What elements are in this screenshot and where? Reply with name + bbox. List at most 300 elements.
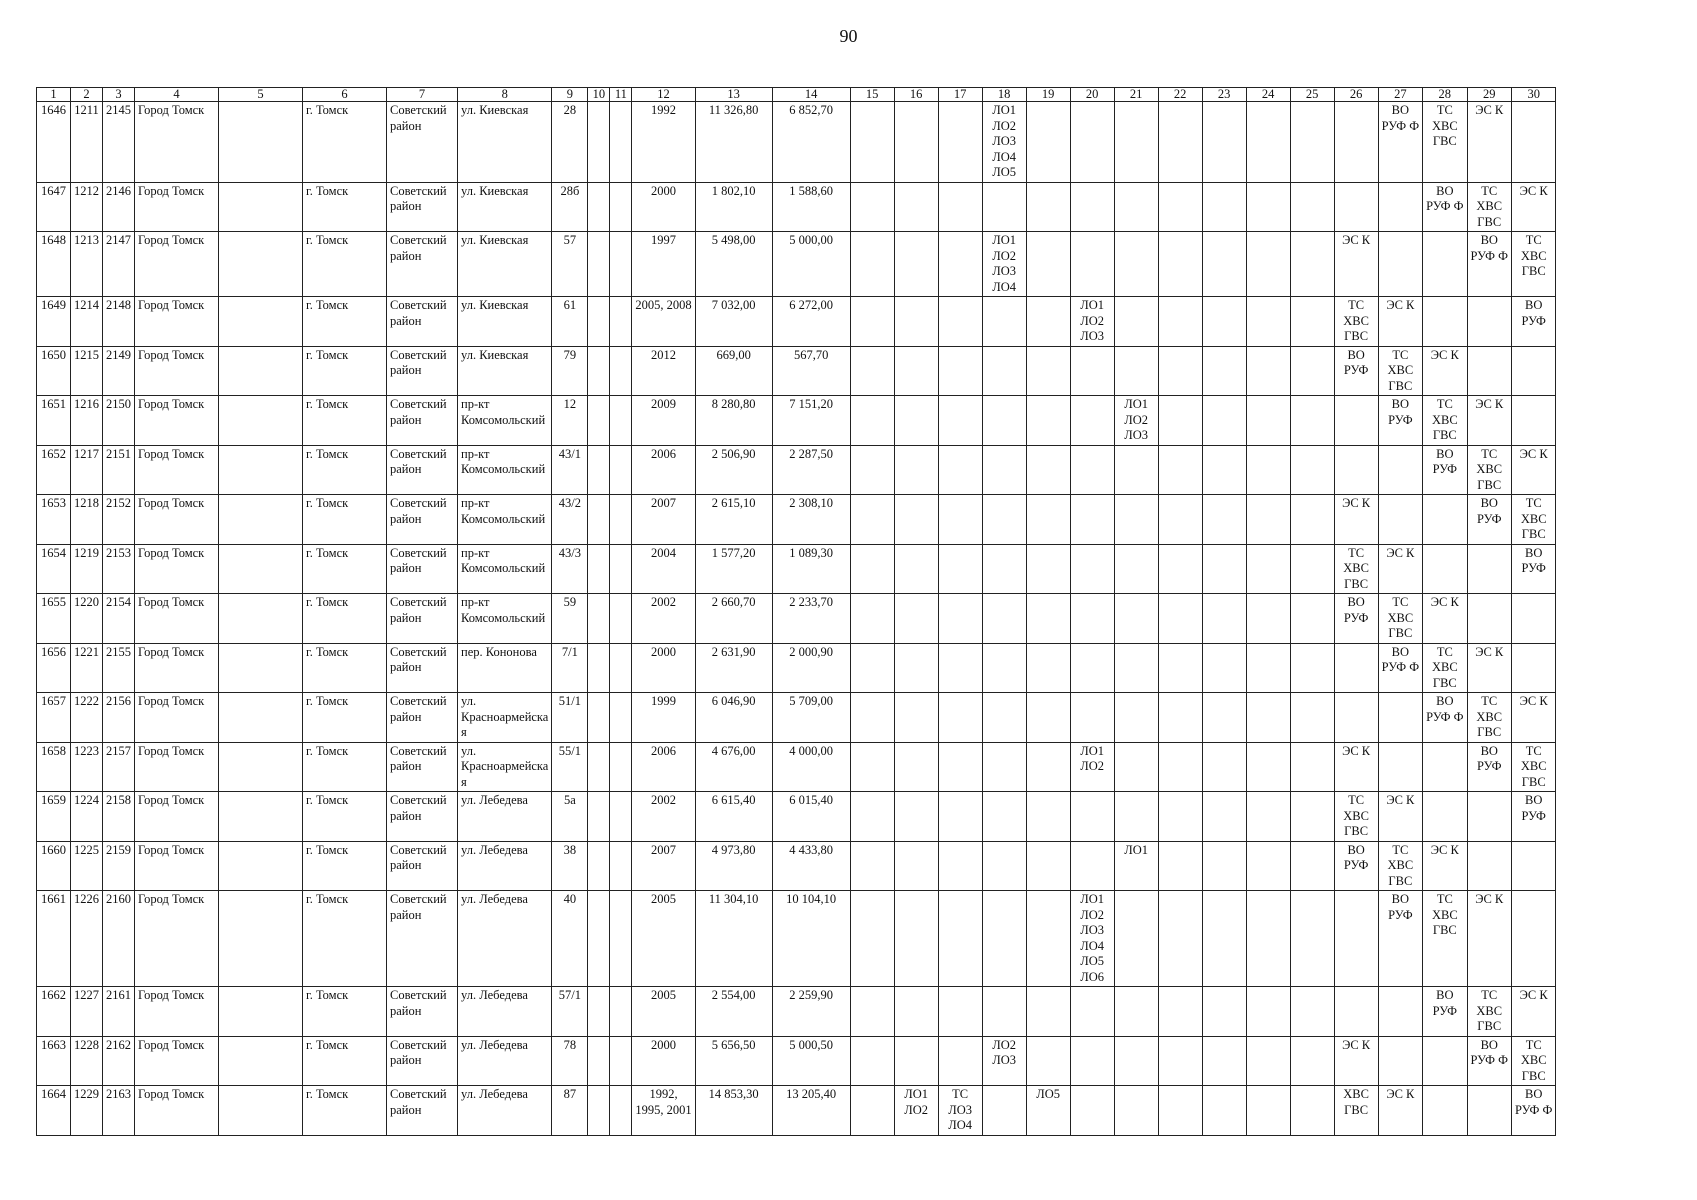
table-cell-col-4: Город Томск bbox=[135, 396, 219, 446]
cell-line: Советский bbox=[390, 446, 447, 461]
table-row bbox=[37, 742, 1556, 792]
cell-line: ГВС bbox=[1388, 626, 1413, 640]
table-cell-col-23 bbox=[1202, 693, 1246, 743]
cell-line: Советский bbox=[390, 103, 447, 117]
cell-line: РУФ Ф bbox=[1381, 660, 1420, 674]
table-cell-col-7 bbox=[387, 987, 458, 1037]
table-cell-col-23 bbox=[1202, 742, 1246, 792]
table-cell-col-30 bbox=[1511, 987, 1555, 1037]
table-cell-col-11 bbox=[610, 1086, 632, 1136]
cell-line: ВО bbox=[1480, 743, 1498, 758]
table-cell-col-16 bbox=[894, 891, 938, 987]
table-cell-col-3: 2156 bbox=[103, 693, 135, 743]
table-cell-col-6: г. Томск bbox=[303, 594, 387, 644]
table-cell-col-2: 1221 bbox=[71, 643, 103, 693]
table-row bbox=[37, 495, 1556, 545]
table-cell-col-22 bbox=[1158, 742, 1202, 792]
cell-line: Советский bbox=[390, 793, 447, 807]
cell-line: район bbox=[390, 1053, 422, 1067]
table-cell-col-25 bbox=[1290, 792, 1334, 842]
table-cell-col-8 bbox=[458, 182, 552, 232]
cell-line: ЭС К bbox=[1519, 988, 1548, 1002]
table-cell-col-25 bbox=[1290, 495, 1334, 545]
table-cell-col-17 bbox=[938, 693, 982, 743]
table-cell-col-29 bbox=[1467, 792, 1511, 842]
cell-line: 1997 bbox=[651, 233, 676, 247]
table-cell-col-6: г. Томск bbox=[303, 1036, 387, 1086]
table-cell-col-19 bbox=[1026, 445, 1070, 495]
table-cell-col-29 bbox=[1467, 445, 1511, 495]
cell-line: я bbox=[461, 774, 467, 789]
cell-line: 2005 bbox=[651, 988, 676, 1002]
table-cell-col-30 bbox=[1511, 1086, 1555, 1136]
table-cell-col-23 bbox=[1202, 346, 1246, 396]
table-cell-col-4: Город Томск bbox=[135, 891, 219, 987]
table-cell-col-20 bbox=[1070, 643, 1114, 693]
cell-line: 2002 bbox=[651, 595, 676, 609]
table-cell-col-27 bbox=[1378, 1036, 1422, 1086]
table-cell-col-22 bbox=[1158, 445, 1202, 495]
cell-line: ЭС К bbox=[1386, 793, 1415, 807]
table-cell-col-13: 6 615,40 bbox=[695, 792, 772, 842]
table-cell-col-10 bbox=[588, 297, 610, 347]
table-cell-col-1: 1647 bbox=[37, 182, 71, 232]
table-cell-col-2: 1217 bbox=[71, 445, 103, 495]
table-cell-col-14: 6 852,70 bbox=[772, 102, 850, 183]
table-cell-col-24 bbox=[1246, 742, 1290, 792]
table-cell-col-5 bbox=[219, 182, 303, 232]
cell-line: я bbox=[461, 725, 467, 739]
table-cell-col-4: Город Томск bbox=[135, 495, 219, 545]
cell-line: ТС bbox=[1481, 988, 1498, 1002]
table-cell-col-18 bbox=[982, 643, 1026, 693]
table-cell-col-15 bbox=[850, 891, 894, 987]
cell-line: РУФ bbox=[1343, 610, 1369, 625]
table-cell-col-19 bbox=[1026, 396, 1070, 446]
table-cell-col-15 bbox=[850, 445, 894, 495]
table-cell-col-18 bbox=[982, 841, 1026, 891]
table-cell-col-21 bbox=[1114, 891, 1158, 987]
table-cell-col-8 bbox=[458, 544, 552, 594]
table-cell-col-9: 43/3 bbox=[552, 544, 588, 594]
table-cell-col-13: 11 304,10 bbox=[695, 891, 772, 987]
table-cell-col-6: г. Томск bbox=[303, 693, 387, 743]
table-cell-col-22 bbox=[1158, 232, 1202, 297]
cell-line: Советский bbox=[390, 842, 447, 857]
column-header-21: 21 bbox=[1114, 88, 1158, 102]
table-cell-col-15 bbox=[850, 544, 894, 594]
table-cell-col-30 bbox=[1511, 544, 1555, 594]
cell-line: РУФ Ф bbox=[1426, 709, 1464, 724]
table-cell-col-9: 28 bbox=[552, 102, 588, 183]
table-cell-col-10 bbox=[588, 742, 610, 792]
table-cell-col-8 bbox=[458, 891, 552, 987]
table-cell-col-23 bbox=[1202, 102, 1246, 183]
table-cell-col-7 bbox=[387, 742, 458, 792]
table-cell-col-7 bbox=[387, 594, 458, 644]
cell-line: ГВС bbox=[1388, 378, 1413, 393]
cell-line: Советский bbox=[390, 1087, 447, 1101]
table-cell-col-24 bbox=[1246, 346, 1290, 396]
cell-line: ТС bbox=[1392, 842, 1409, 857]
table-cell-col-3: 2151 bbox=[103, 445, 135, 495]
table-cell-col-24 bbox=[1246, 297, 1290, 347]
table-cell-col-1: 1661 bbox=[37, 891, 71, 987]
table-cell-col-20 bbox=[1070, 841, 1114, 891]
table-cell-col-4: Город Томск bbox=[135, 346, 219, 396]
table-cell-col-22 bbox=[1158, 643, 1202, 693]
table-cell-col-15 bbox=[850, 987, 894, 1037]
table-cell-col-16 bbox=[894, 594, 938, 644]
cell-line: Советский bbox=[390, 988, 447, 1002]
table-cell-col-25 bbox=[1290, 445, 1334, 495]
column-header-5: 5 bbox=[219, 88, 303, 102]
cell-line: ХВС bbox=[1520, 759, 1547, 773]
table-cell-col-30 bbox=[1511, 693, 1555, 743]
column-header-10: 10 bbox=[588, 88, 610, 102]
table-cell-col-20 bbox=[1070, 544, 1114, 594]
table-cell-col-19 bbox=[1026, 1036, 1070, 1086]
table-cell-col-28 bbox=[1423, 1086, 1467, 1136]
table-cell-col-4: Город Томск bbox=[135, 987, 219, 1037]
cell-line: ул. Лебедева bbox=[461, 793, 528, 807]
table-cell-col-26 bbox=[1334, 346, 1378, 396]
table-row bbox=[37, 891, 1556, 987]
table-cell-col-19 bbox=[1026, 544, 1070, 594]
table-cell-col-30 bbox=[1511, 643, 1555, 693]
table-cell-col-27 bbox=[1378, 346, 1422, 396]
table-cell-col-19 bbox=[1026, 987, 1070, 1037]
cell-line: ЛО5 bbox=[1036, 1087, 1060, 1101]
table-cell-col-9: 12 bbox=[552, 396, 588, 446]
table-cell-col-26 bbox=[1334, 742, 1378, 792]
table-cell-col-10 bbox=[588, 182, 610, 232]
table-cell-col-8 bbox=[458, 297, 552, 347]
table-cell-col-16 bbox=[894, 102, 938, 183]
table-cell-col-11 bbox=[610, 544, 632, 594]
table-cell-col-13: 2 631,90 bbox=[695, 643, 772, 693]
table-cell-col-13: 2 660,70 bbox=[695, 594, 772, 644]
table-cell-col-1: 1646 bbox=[37, 102, 71, 183]
table-cell-col-14: 2 308,10 bbox=[772, 495, 850, 545]
table-cell-col-11 bbox=[610, 594, 632, 644]
table-cell-col-11 bbox=[610, 297, 632, 347]
table-cell-col-14: 6 015,40 bbox=[772, 792, 850, 842]
table-cell-col-30 bbox=[1511, 742, 1555, 792]
table-cell-col-6: г. Томск bbox=[303, 396, 387, 446]
cell-line: 2000 bbox=[651, 1037, 676, 1052]
cell-line: РУФ bbox=[1432, 1003, 1458, 1018]
cell-line: ГВС bbox=[1477, 725, 1502, 739]
column-header-2: 2 bbox=[71, 88, 103, 102]
table-cell-col-8 bbox=[458, 1036, 552, 1086]
table-cell-col-22 bbox=[1158, 1036, 1202, 1086]
cell-line: ул. Лебедева bbox=[461, 1037, 528, 1052]
table-cell-col-19 bbox=[1026, 297, 1070, 347]
cell-line: ЭС К bbox=[1342, 1037, 1371, 1052]
table-cell-col-1: 1649 bbox=[37, 297, 71, 347]
table-cell-col-21 bbox=[1114, 232, 1158, 297]
table-cell-col-23 bbox=[1202, 297, 1246, 347]
cell-line: ТС bbox=[1348, 298, 1365, 312]
table-row bbox=[37, 102, 1556, 183]
table-cell-col-5 bbox=[219, 544, 303, 594]
table-cell-col-30 bbox=[1511, 1036, 1555, 1086]
table-cell-col-25 bbox=[1290, 1036, 1334, 1086]
table-cell-col-11 bbox=[610, 742, 632, 792]
table-cell-col-14: 2 259,90 bbox=[772, 987, 850, 1037]
cell-line: ЛО1 bbox=[1124, 842, 1148, 857]
table-cell-col-5 bbox=[219, 841, 303, 891]
housing-registry-table bbox=[36, 87, 1556, 1136]
cell-line: пр-кт bbox=[461, 545, 490, 560]
table-cell-col-25 bbox=[1290, 643, 1334, 693]
table-cell-col-22 bbox=[1158, 792, 1202, 842]
cell-line: ЭС К bbox=[1519, 694, 1548, 708]
table-cell-col-30 bbox=[1511, 792, 1555, 842]
table-cell-col-30 bbox=[1511, 396, 1555, 446]
table-cell-col-23 bbox=[1202, 643, 1246, 693]
table-cell-col-11 bbox=[610, 495, 632, 545]
table-cell-col-25 bbox=[1290, 594, 1334, 644]
table-cell-col-23 bbox=[1202, 594, 1246, 644]
column-number-header-row bbox=[37, 88, 1556, 102]
table-cell-col-2: 1213 bbox=[71, 232, 103, 297]
table-cell-col-27 bbox=[1378, 297, 1422, 347]
table-cell-col-17 bbox=[938, 987, 982, 1037]
table-cell-col-25 bbox=[1290, 841, 1334, 891]
table-cell-col-27 bbox=[1378, 102, 1422, 183]
table-cell-col-1: 1654 bbox=[37, 544, 71, 594]
table-cell-col-29 bbox=[1467, 102, 1511, 183]
table-cell-col-24 bbox=[1246, 396, 1290, 446]
table-cell-col-22 bbox=[1158, 346, 1202, 396]
table-cell-col-17 bbox=[938, 346, 982, 396]
table-cell-col-2: 1227 bbox=[71, 987, 103, 1037]
cell-line: район bbox=[390, 199, 422, 213]
table-cell-col-18 bbox=[982, 544, 1026, 594]
table-cell-col-26 bbox=[1334, 1086, 1378, 1136]
table-cell-col-3: 2145 bbox=[103, 102, 135, 183]
cell-line: ТС bbox=[1481, 183, 1498, 198]
cell-line: ХВС bbox=[1520, 511, 1547, 526]
table-cell-col-9: 43/2 bbox=[552, 495, 588, 545]
cell-line: Советский bbox=[390, 233, 447, 247]
column-header-30: 30 bbox=[1511, 88, 1555, 102]
table-cell-col-27 bbox=[1378, 396, 1422, 446]
table-cell-col-5 bbox=[219, 792, 303, 842]
table-cell-col-21 bbox=[1114, 495, 1158, 545]
cell-line: ЭС К bbox=[1386, 1087, 1415, 1101]
cell-line: ТС bbox=[1348, 545, 1365, 560]
table-cell-col-1: 1660 bbox=[37, 841, 71, 891]
table-cell-col-26 bbox=[1334, 987, 1378, 1037]
table-cell-col-13: 1 802,10 bbox=[695, 182, 772, 232]
table-cell-col-6: г. Томск bbox=[303, 102, 387, 183]
table-cell-col-10 bbox=[588, 232, 610, 297]
table-cell-col-6: г. Томск bbox=[303, 841, 387, 891]
table-cell-col-14: 7 151,20 bbox=[772, 396, 850, 446]
table-cell-col-9: 7/1 bbox=[552, 643, 588, 693]
table-cell-col-12 bbox=[632, 792, 695, 842]
table-cell-col-21 bbox=[1114, 594, 1158, 644]
table-cell-col-1: 1651 bbox=[37, 396, 71, 446]
table-cell-col-27 bbox=[1378, 643, 1422, 693]
table-cell-col-13: 2 506,90 bbox=[695, 445, 772, 495]
table-cell-col-28 bbox=[1423, 1036, 1467, 1086]
table-cell-col-27 bbox=[1378, 445, 1422, 495]
table-cell-col-15 bbox=[850, 792, 894, 842]
table-cell-col-25 bbox=[1290, 693, 1334, 743]
table-cell-col-17 bbox=[938, 594, 982, 644]
cell-line: ТС bbox=[1525, 233, 1542, 247]
table-cell-col-21 bbox=[1114, 297, 1158, 347]
table-cell-col-2: 1224 bbox=[71, 792, 103, 842]
table-cell-col-21 bbox=[1114, 643, 1158, 693]
table-cell-col-20 bbox=[1070, 1036, 1114, 1086]
table-cell-col-6: г. Томск bbox=[303, 445, 387, 495]
table-cell-col-25 bbox=[1290, 297, 1334, 347]
table-cell-col-21 bbox=[1114, 693, 1158, 743]
cell-line: 2006 bbox=[651, 446, 676, 461]
table-cell-col-1: 1652 bbox=[37, 445, 71, 495]
table-cell-col-13: 14 853,30 bbox=[695, 1086, 772, 1136]
table-cell-col-29 bbox=[1467, 346, 1511, 396]
table-cell-col-7 bbox=[387, 346, 458, 396]
table-cell-col-26 bbox=[1334, 544, 1378, 594]
table-cell-col-3: 2146 bbox=[103, 182, 135, 232]
cell-line: ГВС bbox=[1432, 428, 1457, 442]
cell-line: ЛО3 bbox=[1080, 923, 1104, 937]
table-cell-col-18 bbox=[982, 1036, 1026, 1086]
table-cell-col-26 bbox=[1334, 792, 1378, 842]
table-cell-col-14: 4 000,00 bbox=[772, 742, 850, 792]
table-cell-col-14: 567,70 bbox=[772, 346, 850, 396]
table-cell-col-28 bbox=[1423, 495, 1467, 545]
table-cell-col-21 bbox=[1114, 792, 1158, 842]
table-cell-col-2: 1212 bbox=[71, 182, 103, 232]
table-cell-col-27 bbox=[1378, 182, 1422, 232]
table-cell-col-21 bbox=[1114, 544, 1158, 594]
cell-line: ул. Киевская bbox=[461, 298, 529, 312]
cell-line: Советский bbox=[390, 743, 447, 758]
cell-line: ЭС К bbox=[1430, 595, 1459, 609]
cell-line: Советский bbox=[390, 644, 447, 659]
table-cell-col-6: г. Томск bbox=[303, 792, 387, 842]
table-cell-col-5 bbox=[219, 495, 303, 545]
table-cell-col-26 bbox=[1334, 1036, 1378, 1086]
table-cell-col-3: 2147 bbox=[103, 232, 135, 297]
table-cell-col-29 bbox=[1467, 544, 1511, 594]
column-header-20: 20 bbox=[1070, 88, 1114, 102]
table-cell-col-22 bbox=[1158, 693, 1202, 743]
cell-line: 2000 bbox=[651, 644, 676, 659]
cell-line: ХВС bbox=[1520, 248, 1547, 263]
table-cell-col-22 bbox=[1158, 594, 1202, 644]
table-cell-col-30 bbox=[1511, 102, 1555, 183]
table-cell-col-12 bbox=[632, 643, 695, 693]
table-cell-col-17 bbox=[938, 1036, 982, 1086]
cell-line: 1999 bbox=[651, 694, 676, 708]
page-number: 90 bbox=[839, 26, 858, 46]
table-cell-col-15 bbox=[850, 346, 894, 396]
table-cell-col-15 bbox=[850, 594, 894, 644]
table-cell-col-3: 2149 bbox=[103, 346, 135, 396]
cell-line: ХВС bbox=[1343, 313, 1369, 328]
table-cell-col-14: 1 089,30 bbox=[772, 544, 850, 594]
table-cell-col-15 bbox=[850, 495, 894, 545]
table-cell-col-24 bbox=[1246, 693, 1290, 743]
cell-line: Советский bbox=[390, 595, 447, 609]
table-cell-col-18 bbox=[982, 792, 1026, 842]
table-cell-col-5 bbox=[219, 594, 303, 644]
table-cell-col-5 bbox=[219, 742, 303, 792]
table-cell-col-9: 78 bbox=[552, 1036, 588, 1086]
table-cell-col-2: 1216 bbox=[71, 396, 103, 446]
table-row bbox=[37, 232, 1556, 297]
table-cell-col-15 bbox=[850, 396, 894, 446]
cell-line: пр-кт bbox=[461, 496, 490, 510]
table-cell-col-18 bbox=[982, 693, 1026, 743]
table-cell-col-30 bbox=[1511, 232, 1555, 297]
column-header-26: 26 bbox=[1334, 88, 1378, 102]
cell-line: ЛО5 bbox=[1080, 954, 1104, 968]
table-cell-col-16 bbox=[894, 742, 938, 792]
table-cell-col-18 bbox=[982, 742, 1026, 792]
table-cell-col-3: 2155 bbox=[103, 643, 135, 693]
table-cell-col-24 bbox=[1246, 643, 1290, 693]
cell-line: РУФ bbox=[1343, 363, 1369, 377]
table-cell-col-28 bbox=[1423, 346, 1467, 396]
cell-line: район bbox=[390, 1003, 422, 1018]
table-cell-col-17 bbox=[938, 495, 982, 545]
table-cell-col-28 bbox=[1423, 232, 1467, 297]
table-cell-col-16 bbox=[894, 232, 938, 297]
column-header-24: 24 bbox=[1246, 88, 1290, 102]
cell-line: ТС bbox=[1348, 793, 1365, 807]
table-cell-col-16 bbox=[894, 987, 938, 1037]
table-cell-col-7 bbox=[387, 1086, 458, 1136]
cell-line: Комсомольский bbox=[461, 610, 546, 625]
table-cell-col-7 bbox=[387, 182, 458, 232]
table-cell-col-17 bbox=[938, 297, 982, 347]
table-cell-col-25 bbox=[1290, 891, 1334, 987]
table-cell-col-19 bbox=[1026, 495, 1070, 545]
cell-line: ГВС bbox=[1344, 1102, 1369, 1117]
table-cell-col-12 bbox=[632, 1086, 695, 1136]
cell-line: ХВС bbox=[1387, 363, 1414, 377]
table-cell-col-27 bbox=[1378, 544, 1422, 594]
cell-line: ЛО6 bbox=[1080, 969, 1104, 984]
table-cell-col-15 bbox=[850, 102, 894, 183]
table-row bbox=[37, 346, 1556, 396]
cell-line: ТС bbox=[1525, 1037, 1542, 1052]
table-cell-col-28 bbox=[1423, 544, 1467, 594]
cell-line: ул. Киевская bbox=[461, 347, 529, 362]
table-cell-col-22 bbox=[1158, 297, 1202, 347]
cell-line: ЛО3 bbox=[992, 264, 1016, 278]
table-cell-col-13: 4 676,00 bbox=[695, 742, 772, 792]
cell-line: ЭС К bbox=[1386, 298, 1415, 312]
table-cell-col-28 bbox=[1423, 987, 1467, 1037]
cell-line: ЛО4 bbox=[948, 1118, 972, 1132]
table-cell-col-12 bbox=[632, 594, 695, 644]
table-cell-col-8 bbox=[458, 1086, 552, 1136]
table-cell-col-8 bbox=[458, 396, 552, 446]
cell-line: ГВС bbox=[1477, 1019, 1502, 1033]
cell-line: ЛО3 bbox=[992, 134, 1016, 148]
cell-line: ВО bbox=[1391, 644, 1410, 659]
